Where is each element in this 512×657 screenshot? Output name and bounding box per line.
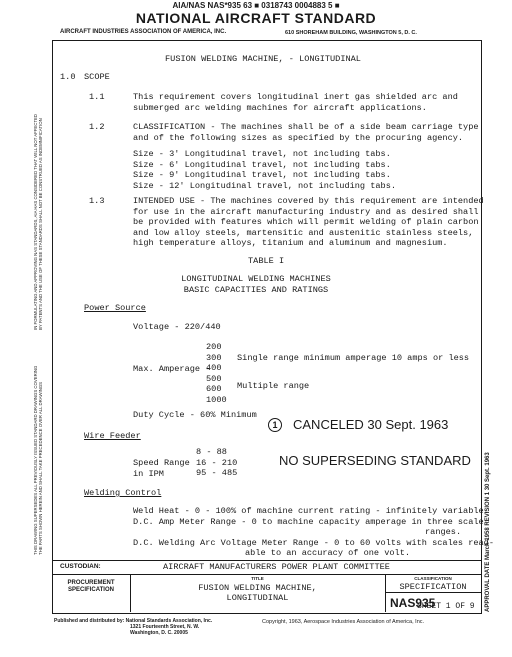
- multiple-range-note: Multiple range: [237, 381, 310, 391]
- approval-date-note: APPROVAL DATE March 1958 REVISION 1 30 Sept. 1963: [485, 452, 491, 612]
- custodian-label: CUSTODIAN:: [60, 563, 101, 570]
- size-item: Size - 6' Longitudinal travel, not including tabs.: [133, 159, 391, 170]
- section-label: SCOPE: [84, 72, 110, 82]
- max-amperage-label: Max. Amperage -: [133, 364, 211, 374]
- document-code-line: AIA/NAS NAS*935 63 ■ 0318743 0004883 5 ■: [172, 1, 340, 10]
- standard-number: NAS935: [390, 596, 436, 610]
- title-block-divider: [52, 574, 481, 575]
- classification-value: SPECIFICATION: [399, 582, 467, 592]
- procurement-spec-label: PROCUREMENT SPECIFICATION: [67, 580, 115, 593]
- single-range-note: Single range minimum amperage 10 amps or less: [237, 353, 470, 363]
- publisher-info: Published and distributed by: National Standards Association, Inc. 1321 Fourteenth Street, N. W. Washington, D. C. 20005: [54, 618, 213, 636]
- welding-control-spec: Weld Heat - 0 - 100% of machine current rating - infinitely variable. D.C. Amp Meter Range - 0 to machine capacity amperage in three scale ranges. D.C. Welding Arc Voltage Meter Range - 0 to 60 volts with scales read- able to an accuracy of one volt.: [133, 506, 494, 558]
- classification-label: CLASSIFICATION: [414, 576, 452, 581]
- size-item: Size - 3' Longitudinal travel, not including tabs.: [133, 149, 391, 159]
- power-source-heading: Power Source: [84, 303, 146, 313]
- size-item: Size - 12' Longitudinal travel, not including tabs.: [133, 180, 397, 191]
- speed-range-label: Speed Range in IPM: [133, 458, 190, 479]
- paragraph-1-1: This requirement covers longitudinal inert gas shielded arc and submerged arc welding machines for aircraft applications.: [133, 92, 458, 113]
- title-box-label: TITLE: [251, 576, 264, 581]
- wire-feeder-heading: Wire Feeder: [84, 431, 141, 441]
- copyright-notice: Copyright, 1963, Aerospace Industries Association of America, Inc.: [262, 619, 425, 625]
- size-item: Size - 9' Longitudinal travel, not including tabs.: [133, 170, 391, 180]
- size-list: [133, 149, 396, 191]
- paragraph-number: 1.2: [89, 122, 105, 132]
- revision-circle: 1: [268, 418, 282, 432]
- welding-control-heading: Welding Control: [84, 488, 162, 498]
- title-box-value: FUSION WELDING MACHINE, LONGITUDINAL: [198, 583, 317, 603]
- side-note-supersedes: THIS DRAWING SUPERSEDES ALL PREVIOUSLY ISSUED STANDARD DRAWINGS COVERING THE PARTS SHOWN HEREIN AND SHALL TAKE PRECEDENCE OVER ALL DRAWINGS: [33, 365, 43, 555]
- sheet-number: SHEET 1 OF 9: [417, 602, 475, 611]
- paragraph-number: 1.3: [89, 196, 105, 206]
- side-note-patents: IN FORMULATING AND APPROVING NAS STANDARDS, AIA HAS CONSIDERED THAT WILL NOT AFFECTED BY PATENTS AND THE USE OF THESE STANDARDS SHALL NOT BE CONSTRUED AS INDEMNIFICATION: [33, 114, 43, 330]
- paragraph-1-3: INTENDED USE - The machines covered by this requirement are intended for use in the aircraft manufacturing industry and as desired shall be provided with features which will permit welding of plain carbon and low alloy steels, martensitic and austenitic stainless steels, high temperature alloys, titanium and aluminum and magnesium.: [133, 196, 484, 248]
- paragraph-1-2: CLASSIFICATION - The machines shall be of a side beam carriage type and of the following sizes as specified by the procuring agency.: [133, 122, 479, 143]
- canceled-stamp: CANCELED 30 Sept. 1963: [293, 417, 449, 432]
- speed-ranges: 8 - 88 16 - 210 95 - 485: [196, 447, 238, 478]
- standard-header-title: NATIONAL AIRCRAFT STANDARD: [135, 10, 377, 26]
- document-title: FUSION WELDING MACHINE, - LONGITUDINAL: [165, 54, 361, 64]
- custodian-divider: [52, 560, 481, 561]
- paragraph-number: 1.1: [89, 92, 105, 102]
- table-label: TABLE I: [248, 256, 285, 266]
- voltage-spec: Voltage - 220/440: [133, 322, 221, 332]
- table-title: LONGITUDINAL WELDING MACHINES BASIC CAPACITIES AND RATINGS: [181, 274, 331, 295]
- custodian-value: AIRCRAFT MANUFACTURERS POWER PLANT COMMITTEE: [163, 562, 390, 572]
- association-address: 610 SHOREHAM BUILDING, WASHINGTON 5, D. C.: [285, 30, 417, 36]
- no-superseding-stamp: NO SUPERSEDING STANDARD: [279, 453, 471, 468]
- association-name: AIRCRAFT INDUSTRIES ASSOCIATION OF AMERICA, INC.: [60, 29, 227, 35]
- amperage-values: 200 300 400 500 600 1000: [206, 342, 227, 405]
- section-number: 1.0: [60, 72, 76, 82]
- duty-cycle-spec: Duty Cycle - 60% Minimum: [133, 410, 257, 420]
